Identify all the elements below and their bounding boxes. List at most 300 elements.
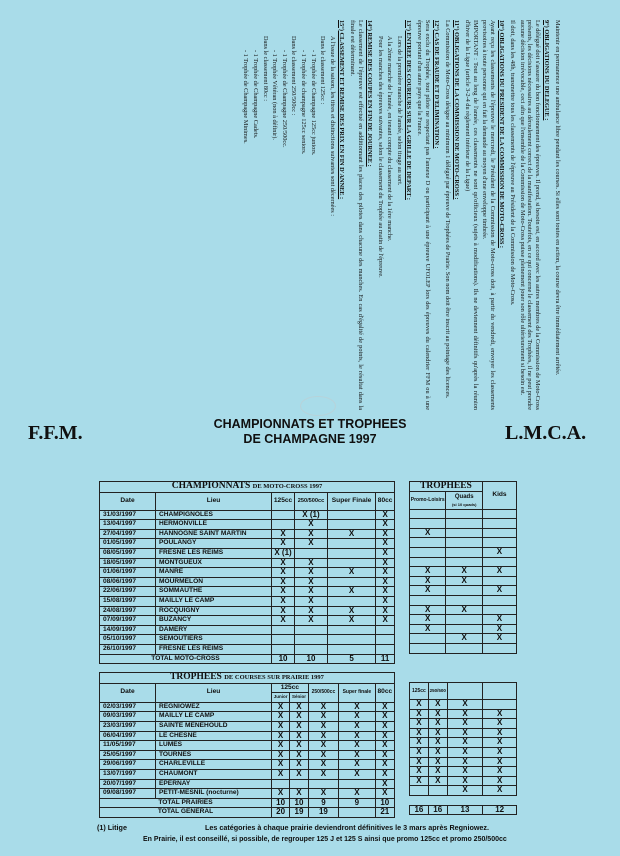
rule-text: A la 2ème manche de l'année, en tenant compte du classement de la 1ère manche. — [386, 36, 394, 242]
date-cell: 05/10/1997 — [100, 635, 156, 645]
mark-rquads-cell: X — [447, 719, 483, 729]
col-250cc: 250/500cc — [308, 683, 338, 702]
mark-super-cell — [327, 625, 375, 635]
mark-250-cell: X — [295, 558, 328, 568]
mark-super-cell — [327, 539, 375, 549]
col-junior: Junior — [272, 693, 290, 703]
mark-promo-cell: X — [410, 576, 446, 586]
col-date: Date — [100, 683, 156, 702]
mark-80-cell: X — [375, 769, 394, 779]
mark-promo-cell: X — [410, 615, 446, 625]
mark-250-cell: X — [308, 741, 338, 751]
mark-r250-cell: X — [428, 757, 447, 767]
rule-text: Sera exclu du Trophée, tout pilote ne respectant pas l'annexe D ou participant à une épreuve UFOLEP lors des épreuves du calendrier FFM ou à une épreuve portant d'un autre pays que la France. — [416, 20, 431, 410]
mark-r125-cell: X — [410, 719, 429, 729]
date-cell: 13/07/1997 — [100, 769, 156, 779]
mark-125-cell: X — [272, 616, 295, 626]
mark-250-cell: X — [295, 606, 328, 616]
date-cell: 01/05/1997 — [100, 539, 156, 549]
mark-super-cell: X — [339, 750, 376, 760]
mark-80-cell: X — [375, 779, 394, 789]
mark-junior-cell: X — [272, 769, 290, 779]
lieu-cell: ROCQUIGNY — [156, 606, 272, 616]
date-cell: 23/03/1997 — [100, 721, 156, 731]
col-r125: 125cc — [410, 683, 429, 700]
mark-250-cell: X — [295, 616, 328, 626]
mark-super-cell: X — [327, 616, 375, 626]
date-cell: 22/06/1997 — [100, 587, 156, 597]
lieu-cell: MAILLY LE CAMP — [156, 712, 272, 722]
date-cell: 11/05/1997 — [100, 741, 156, 751]
table-row — [410, 767, 517, 777]
mark-250-cell: X — [295, 529, 328, 539]
rule-text: Le délégué doit s'assurer du bon fonctionnement des épreuves. Il prend, si besoin est, en accord avec les autres membres de la Commission de Moto-Cross présents, les décisions nécessaires au déroulement correct de la manifestation. Toutefois, en ce qui concerne le classement des Trophées, il ne peut prendre aucune décision irrévocable, ceci afin que l'ensemble de la Commission de Moto-Cross puisse pleinement jouer son rôle ultérieurement si besoin est. — [518, 20, 541, 410]
date-cell: 14/09/1997 — [100, 625, 156, 635]
mark-rquads-cell: X — [447, 767, 483, 777]
mark-125-cell: X — [272, 587, 295, 597]
rule-list-item: - 1 Trophée de Champagne 125cc juniors. — [309, 50, 317, 156]
table-row — [410, 643, 517, 653]
mark-senior-cell: X — [290, 750, 309, 760]
mark-rkids-cell: X — [483, 738, 517, 748]
table-row — [100, 625, 395, 635]
table-row — [410, 519, 517, 529]
table-row — [410, 528, 517, 538]
date-cell: 07/09/1997 — [100, 616, 156, 626]
table-row — [100, 635, 395, 645]
lieu-cell: MANRE — [156, 568, 272, 578]
col-super-finale: Super Finale — [327, 492, 375, 510]
mark-quads-cell — [446, 538, 482, 548]
mark-250-cell — [295, 635, 328, 645]
mark-r250-cell: X — [428, 709, 447, 719]
mark-junior-cell: X — [272, 731, 290, 741]
table-row — [410, 719, 517, 729]
mark-125-cell: X — [272, 606, 295, 616]
rules-text — [121, 20, 561, 410]
championship-table — [99, 481, 395, 664]
mark-r250-cell: X — [428, 776, 447, 786]
table-row — [410, 586, 517, 596]
mark-r125-cell: X — [410, 747, 429, 757]
date-cell: 15/08/1997 — [100, 596, 156, 606]
mark-250-cell: X — [295, 596, 328, 606]
rule-text: Pour les manches des épreuves suivantes, selon le classement du Trophée au matin de l'épreuve. — [376, 36, 384, 278]
mark-senior-cell: X — [290, 702, 309, 712]
table-row — [100, 712, 395, 722]
col-date: Date — [100, 492, 156, 510]
mark-r125-cell: X — [410, 767, 429, 777]
mark-80-cell — [376, 644, 395, 654]
mark-250-cell: X — [295, 577, 328, 587]
mark-80-cell — [376, 635, 395, 645]
mark-super-cell: X — [339, 731, 376, 741]
table-row — [410, 567, 517, 577]
table-row — [100, 539, 395, 549]
lieu-cell: FRESNE LES REIMS — [156, 548, 272, 558]
mark-promo-cell — [410, 595, 446, 605]
table-row — [410, 747, 517, 757]
mark-250-cell: X — [308, 702, 338, 712]
date-cell: 13/04/1997 — [100, 520, 156, 530]
mark-rkids-cell: X — [483, 719, 517, 729]
table-row — [100, 644, 395, 654]
lieu-cell: MOURMELON — [156, 577, 272, 587]
rule-heading: 14°) REMISE DES COUPES EN FIN DE JOURNEE : — [366, 20, 374, 167]
mark-r125-cell: X — [410, 738, 429, 748]
date-cell: 24/08/1997 — [100, 606, 156, 616]
mark-promo-cell — [410, 509, 446, 519]
mark-250-cell: X — [308, 712, 338, 722]
lieu-cell: FRESNE LES REIMS — [156, 644, 272, 654]
rule-list-item: Dans le classement 250/500cc : — [290, 36, 298, 116]
lieu-cell: LUMES — [156, 741, 272, 751]
rule-list-item: Dans le classement 125cc : — [319, 36, 327, 105]
lieu-cell: BUZANCY — [156, 616, 272, 626]
page-title — [170, 417, 450, 447]
table-row — [100, 616, 395, 626]
date-cell: 20/07/1997 — [100, 779, 156, 789]
mark-250-cell: X — [308, 721, 338, 731]
lieu-cell: HERMONVILLE — [156, 520, 272, 530]
table-row — [100, 741, 395, 751]
table-row — [410, 547, 517, 557]
mark-80-cell: X — [376, 539, 395, 549]
lieu-cell: MONTGUEUX — [156, 558, 272, 568]
mark-junior-cell: X — [272, 721, 290, 731]
mark-80-cell: X — [376, 577, 395, 587]
mark-super-cell: X — [339, 721, 376, 731]
rule-text: La Commission de Moto-Cross désigne au minimum 1 délégué par épreuve de Trophées de Prairie. Son nom doit être inscrit au pointage des licences. — [443, 20, 451, 399]
rule-list-item: - 1 Trophée de Champagne Minimes. — [242, 50, 250, 144]
date-cell: 01/06/1997 — [100, 568, 156, 578]
mark-80-cell: X — [376, 558, 395, 568]
table-row — [100, 529, 395, 539]
mark-rquads-cell: X — [447, 747, 483, 757]
date-cell: 02/03/1997 — [100, 702, 156, 712]
table-row — [100, 520, 395, 530]
mark-junior-cell: X — [272, 741, 290, 751]
mark-250-cell: X — [295, 587, 328, 597]
table-row — [100, 750, 395, 760]
mark-80-cell: X — [375, 721, 394, 731]
lieu-cell: DAMERY — [156, 625, 272, 635]
rule-list-item: Dans le classement 80cc : — [261, 36, 269, 102]
mark-125-cell: X — [272, 529, 295, 539]
mark-super-cell: X — [339, 760, 376, 770]
mark-junior-cell: X — [272, 760, 290, 770]
lieu-cell: CHAUMONT — [156, 769, 272, 779]
mark-80-cell: X — [375, 760, 394, 770]
prairie-table — [99, 672, 395, 818]
mark-rkids-cell: X — [483, 757, 517, 767]
table-row — [100, 568, 395, 578]
mark-rkids-cell: X — [483, 776, 517, 786]
mark-80-cell: X — [375, 741, 394, 751]
mark-rkids-cell: X — [483, 709, 517, 719]
mark-r125-cell — [410, 786, 429, 796]
prairie-trophees-rows — [410, 700, 517, 796]
mark-senior-cell: X — [290, 789, 309, 799]
mark-senior-cell: X — [290, 741, 309, 751]
mark-rkids-cell: X — [483, 767, 517, 777]
table-row — [410, 615, 517, 625]
mark-promo-cell: X — [410, 624, 446, 634]
mark-125-cell: X — [272, 539, 295, 549]
table-row — [100, 587, 395, 597]
footer-note-1: Les catégories à chaque prairie deviendront définitives le 3 mars après Regniowez. — [205, 823, 490, 832]
title-line-1: CHAMPIONNATS ET TROPHEES — [213, 417, 407, 431]
lieu-cell: SAINTE MENEHOULD — [156, 721, 272, 731]
mark-quads-cell: X — [446, 605, 482, 615]
mark-80-cell: X — [375, 789, 394, 799]
mark-quads-cell — [446, 615, 482, 625]
trophees-table — [409, 481, 517, 662]
mark-250-cell: X — [308, 760, 338, 770]
rule-list-item: - 1 Trophée de champagne 125cc seniors. — [299, 50, 307, 155]
mark-80-cell: X — [375, 731, 394, 741]
mark-super-cell — [327, 596, 375, 606]
mark-80-cell: X — [376, 568, 395, 578]
mark-250-cell: X — [308, 731, 338, 741]
mark-super-cell — [327, 510, 375, 520]
mark-rquads-cell: X — [447, 700, 483, 710]
mark-80-cell: X — [376, 606, 395, 616]
mark-super-cell: X — [327, 529, 375, 539]
mark-super-cell: X — [327, 587, 375, 597]
mark-super-cell — [327, 644, 375, 654]
mark-250-cell: X — [295, 539, 328, 549]
mark-quads-cell: X — [446, 567, 482, 577]
mark-80-cell: X — [376, 616, 395, 626]
mark-super-cell: X — [327, 568, 375, 578]
rule-text: Lors de la première manche de l'année, selon tirage au sort. — [395, 36, 403, 186]
table-row — [100, 721, 395, 731]
prairie-trophees-table — [409, 672, 517, 815]
table-row — [100, 548, 395, 558]
col-80cc: 80cc — [376, 492, 395, 510]
mark-quads-cell: X — [446, 634, 482, 644]
mark-250-cell: X — [308, 769, 338, 779]
table-row — [100, 760, 395, 770]
mark-250-cell — [295, 625, 328, 635]
rule-heading: 9°) OBLIGATIONS DU DELEGUE : — [543, 20, 551, 121]
mark-rkids-cell — [483, 700, 517, 710]
mark-kids-cell: X — [482, 634, 516, 644]
col-promo: Promo-Loisirs — [410, 491, 446, 509]
table-row — [100, 510, 395, 520]
mark-super-cell: X — [327, 606, 375, 616]
table-row — [100, 596, 395, 606]
lieu-cell: REGNIOWEZ — [156, 702, 272, 712]
mark-r125-cell: X — [410, 776, 429, 786]
mark-quads-cell: X — [446, 576, 482, 586]
mark-80-cell: X — [376, 596, 395, 606]
championship-section-title: CHAMPIONNATS DE MOTO-CROSS 1997 — [100, 482, 395, 493]
lieu-cell: PETIT-MESNIL (nocturne) — [156, 789, 272, 799]
mark-80-cell: X — [375, 750, 394, 760]
faint-logo-icon — [300, 396, 336, 416]
mark-80-cell: X — [376, 587, 395, 597]
rule-heading: 15°) CLASSEMENT ET REMISE DES PRIX EN FIN D'ANNEE : — [338, 20, 346, 200]
mark-80-cell: X — [376, 529, 395, 539]
mark-r125-cell: X — [410, 700, 429, 710]
table-row — [100, 779, 395, 789]
championship-total-row: TOTAL MOTO-CROSS 10 10 5 11 — [100, 654, 395, 664]
mark-kids-cell: X — [482, 615, 516, 625]
mark-quads-cell — [446, 547, 482, 557]
mark-kids-cell: X — [482, 586, 516, 596]
rule-heading: 12°) CAS DE FRAUDE ET D'ELIMINATION : — [433, 20, 441, 149]
mark-rkids-cell: X — [483, 786, 517, 796]
mark-250-cell: X — [295, 568, 328, 578]
general-total-right-row: 16 16 13 12 — [410, 805, 517, 815]
table-row — [410, 700, 517, 710]
date-cell: 18/05/1997 — [100, 558, 156, 568]
col-senior: Sénior — [290, 693, 309, 703]
col-r250: 250/500 — [428, 683, 447, 700]
date-cell: 31/03/1997 — [100, 510, 156, 520]
col-125cc: 125cc — [272, 492, 295, 510]
col-super-finale: Super finale — [339, 683, 376, 702]
mark-80-cell: X — [376, 548, 395, 558]
mark-125-cell — [272, 635, 295, 645]
mark-junior-cell: X — [272, 750, 290, 760]
mark-kids-cell — [482, 643, 516, 653]
mark-r125-cell: X — [410, 728, 429, 738]
col-rquads — [447, 683, 483, 700]
col-rkids — [483, 683, 517, 700]
rule-list-item: - 1 Trophée de Champagne Cadets. — [252, 50, 259, 139]
mark-quads-cell — [446, 595, 482, 605]
mark-250-cell: X — [308, 750, 338, 760]
mark-promo-cell: X — [410, 528, 446, 538]
rule-text: Le classement de l'épreuve est effectué en additionnant les places des pilotes dans chacune des manches. En cas d'égalité de points, le résultat dans la finale est déterminant. — [348, 20, 364, 410]
mark-super-cell: X — [339, 769, 376, 779]
mark-r125-cell: X — [410, 757, 429, 767]
lmca-label: L.M.C.A. — [505, 422, 587, 444]
mark-promo-cell — [410, 634, 446, 644]
lieu-cell: POULANGY — [156, 539, 272, 549]
mark-r250-cell: X — [428, 747, 447, 757]
lieu-cell: SOMMAUTHE — [156, 587, 272, 597]
mark-promo-cell — [410, 547, 446, 557]
mark-super-cell — [327, 548, 375, 558]
table-row — [100, 789, 395, 799]
date-cell: 08/05/1997 — [100, 548, 156, 558]
date-cell: 08/06/1997 — [100, 577, 156, 587]
mark-senior-cell: X — [290, 769, 309, 779]
mark-quads-cell — [446, 528, 482, 538]
rule-heading: 13°) ENTREE DES COUREURS SUR LA GRILLE DE DEPART : — [405, 20, 413, 200]
mark-80-cell — [376, 625, 395, 635]
championship-rows — [100, 510, 395, 654]
date-cell: 06/04/1997 — [100, 731, 156, 741]
rule-text: Il doit, dans les 48h, transmettre tous les classements de l'épreuve au Président de la Commission de Moto-Cross. — [509, 20, 517, 306]
mark-250-cell: X (1) — [295, 510, 328, 520]
mark-80-cell: X — [376, 510, 395, 520]
mark-kids-cell — [482, 509, 516, 519]
date-cell: 09/03/1997 — [100, 712, 156, 722]
mark-super-cell: X — [339, 702, 376, 712]
mark-senior-cell: X — [290, 760, 309, 770]
table-row — [410, 786, 517, 796]
mark-rkids-cell: X — [483, 747, 517, 757]
mark-125-cell: X (1) — [272, 548, 295, 558]
table-row — [100, 731, 395, 741]
mark-125-cell: X — [272, 568, 295, 578]
prairie-section-title: TROPHEES DE COURSES SUR PRAIRIE 1997 — [100, 673, 395, 684]
mark-junior-cell: X — [272, 702, 290, 712]
mark-super-cell — [327, 520, 375, 530]
date-cell: 26/10/1997 — [100, 644, 156, 654]
table-row — [410, 595, 517, 605]
prairie-rows — [100, 702, 395, 798]
mark-r250-cell: X — [428, 738, 447, 748]
mark-250-cell: X — [308, 789, 338, 799]
mark-rquads-cell: X — [447, 786, 483, 796]
mark-promo-cell — [410, 519, 446, 529]
mark-promo-cell — [410, 538, 446, 548]
mark-junior-cell: X — [272, 789, 290, 799]
general-total-row: TOTAL GENERAL 20 19 19 21 — [100, 808, 395, 818]
mark-promo-cell: X — [410, 605, 446, 615]
table-row — [410, 509, 517, 519]
rule-intro: Maintenir en permanence une ambulance libre pendant les courses. Si elles sont toutes en action, la course devra être immédiatement arrêtée. — [554, 20, 561, 376]
prairie-total-row: TOTAL PRAIRIES 10 10 9 9 10 — [100, 798, 395, 808]
mark-quads-cell — [446, 519, 482, 529]
rules-section — [116, 20, 561, 415]
lieu-cell: SEMOUTIERS — [156, 635, 272, 645]
mark-rquads-cell: X — [447, 709, 483, 719]
mark-kids-cell — [482, 595, 516, 605]
mark-junior-cell: X — [272, 712, 290, 722]
date-cell: 29/06/1997 — [100, 760, 156, 770]
ffm-label: F.F.M. — [28, 422, 83, 444]
trophees-rows — [410, 509, 517, 653]
mark-125-cell — [272, 625, 295, 635]
mark-r250-cell: X — [428, 728, 447, 738]
mark-80-cell: X — [375, 702, 394, 712]
mark-125-cell: X — [272, 596, 295, 606]
col-kids: Kids — [482, 482, 516, 510]
table-row — [100, 702, 395, 712]
lieu-cell: CHAMPIGNOLES — [156, 510, 272, 520]
mark-quads-cell — [446, 509, 482, 519]
mark-senior-cell: X — [290, 721, 309, 731]
mark-250-cell — [295, 644, 328, 654]
mark-quads-cell — [446, 586, 482, 596]
litige-note: (1) Litige — [97, 823, 127, 832]
mark-r250-cell — [428, 786, 447, 796]
mark-r250-cell: X — [428, 719, 447, 729]
mark-super-cell: X — [339, 741, 376, 751]
col-125cc: 125cc — [272, 683, 309, 693]
lieu-cell: MAILLY LE CAMP — [156, 596, 272, 606]
rule-text: Ayant reçu les classements de l'épreuve le mercredi, le Président de la Commission de Moto-cross doit, à partir du vendredi, envoyer les classements provisoires à toute personne qui en fait la demande au moyen d'une enveloppe timbrée. — [481, 20, 496, 410]
mark-125-cell: X — [272, 558, 295, 568]
date-cell: 25/05/1997 — [100, 750, 156, 760]
rule-heading: 11°) OBLIGATIONS DE LA COMMISSION DE MOTO-CROSS : — [453, 20, 461, 200]
mark-promo-cell — [410, 643, 446, 653]
mark-250-cell — [295, 548, 328, 558]
lieu-cell: CHARLEVILLE — [156, 760, 272, 770]
date-cell: 27/04/1997 — [100, 529, 156, 539]
mark-senior-cell: X — [290, 712, 309, 722]
mark-rquads-cell: X — [447, 757, 483, 767]
date-cell: 09/08/1997 — [100, 789, 156, 799]
mark-rkids-cell: X — [483, 728, 517, 738]
